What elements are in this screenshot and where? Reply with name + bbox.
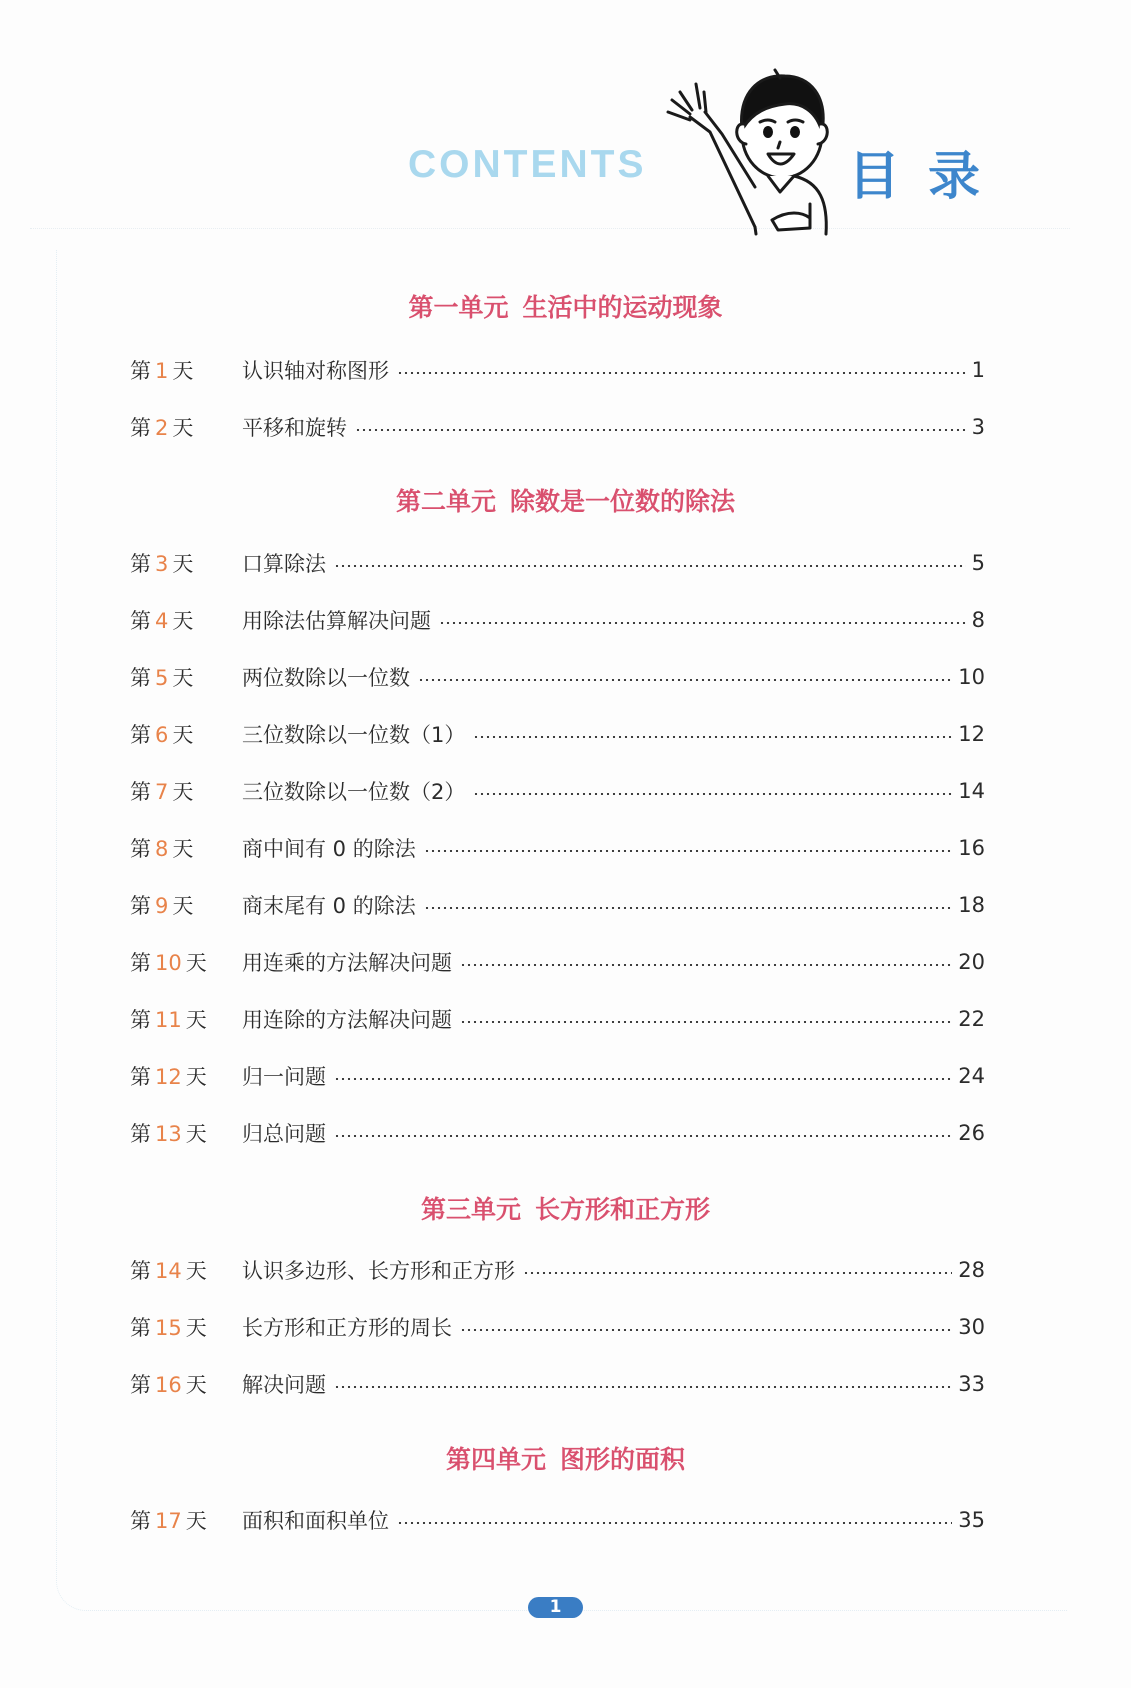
unit-heading — [0, 288, 1131, 324]
entry-title: 解决问题 — [242, 1373, 326, 1397]
day-label: 第 17 天 — [130, 1509, 207, 1533]
page-number: 26 — [958, 1121, 985, 1145]
dot-leader — [439, 622, 966, 624]
day-number: 6 — [155, 723, 169, 747]
day-number: 15 — [155, 1316, 182, 1340]
day-number: 1 — [155, 359, 169, 383]
unit-heading — [0, 1440, 1131, 1476]
dot-leader — [460, 1329, 952, 1331]
entry-title: 商中间有 0 的除法 — [242, 837, 416, 861]
day-label: 第 12 天 — [130, 1065, 207, 1089]
day-label: 第 5 天 — [130, 666, 194, 690]
page-number: 8 — [971, 608, 985, 632]
dot-leader — [418, 679, 952, 681]
waving-boy-icon — [660, 62, 840, 237]
toc-entry[interactable] — [130, 662, 985, 692]
entry-title: 用连乘的方法解决问题 — [242, 951, 452, 975]
dot-leader — [334, 1135, 952, 1137]
toc-entry[interactable] — [130, 1312, 985, 1342]
toc-entry[interactable] — [130, 548, 985, 578]
toc-entry[interactable] — [130, 833, 985, 863]
dot-leader — [334, 1386, 952, 1388]
dot-leader — [473, 736, 952, 738]
toc-entry[interactable] — [130, 1505, 985, 1535]
toc-entry[interactable] — [130, 719, 985, 749]
day-number: 11 — [155, 1008, 182, 1032]
page-number: 14 — [958, 779, 985, 803]
day-number: 3 — [155, 552, 169, 576]
day-number: 14 — [155, 1259, 182, 1283]
page-number: 1 — [971, 358, 985, 382]
toc-entry[interactable] — [130, 1061, 985, 1091]
day-number: 16 — [155, 1373, 182, 1397]
day-label: 第 13 天 — [130, 1122, 207, 1146]
dot-leader — [397, 372, 966, 374]
day-number: 7 — [155, 780, 169, 804]
day-label: 第 3 天 — [130, 552, 194, 576]
day-label: 第 6 天 — [130, 723, 194, 747]
page-number: 30 — [958, 1315, 985, 1339]
unit-name: 除数是一位数的除法 — [510, 487, 736, 516]
day-label: 第 8 天 — [130, 837, 194, 861]
dot-leader — [473, 793, 952, 795]
day-label: 第 16 天 — [130, 1373, 207, 1397]
entry-title: 用连除的方法解决问题 — [242, 1008, 452, 1032]
unit-name: 长方形和正方形 — [535, 1195, 711, 1224]
toc-entry[interactable] — [130, 1255, 985, 1285]
day-number: 12 — [155, 1065, 182, 1089]
entry-title: 归一问题 — [242, 1065, 326, 1089]
entry-title: 面积和面积单位 — [242, 1509, 389, 1533]
toc-entry[interactable] — [130, 1369, 985, 1399]
toc-entry[interactable] — [130, 1004, 985, 1034]
page-number: 20 — [958, 950, 985, 974]
entry-title: 平移和旋转 — [242, 416, 347, 440]
page-number: 5 — [971, 551, 985, 575]
toc-entry[interactable] — [130, 776, 985, 806]
page-title: 目录 — [848, 147, 1009, 207]
dot-leader — [397, 1522, 952, 1524]
unit-name: 生活中的运动现象 — [522, 293, 723, 322]
day-number: 17 — [155, 1509, 182, 1533]
unit-name: 图形的面积 — [560, 1445, 686, 1474]
entry-title: 两位数除以一位数 — [242, 666, 410, 690]
toc-entry[interactable] — [130, 1118, 985, 1148]
day-label: 第 1 天 — [130, 359, 194, 383]
dot-leader — [460, 964, 952, 966]
page-number: 18 — [958, 893, 985, 917]
unit-prefix: 第一单元 — [408, 293, 509, 322]
toc-entry[interactable] — [130, 412, 985, 442]
day-label: 第 14 天 — [130, 1259, 207, 1283]
day-label: 第 7 天 — [130, 780, 194, 804]
entry-title: 口算除法 — [242, 552, 326, 576]
toc-entry[interactable] — [130, 355, 985, 385]
page-number: 28 — [958, 1258, 985, 1282]
toc-entry[interactable] — [130, 605, 985, 635]
day-number: 8 — [155, 837, 169, 861]
dot-leader — [424, 907, 953, 909]
unit-heading — [0, 482, 1131, 518]
contents-label: CONTENTS — [408, 143, 647, 186]
dot-leader — [334, 1078, 952, 1080]
entry-title: 认识轴对称图形 — [242, 359, 389, 383]
unit-prefix: 第三单元 — [420, 1195, 521, 1224]
day-label: 第 4 天 — [130, 609, 194, 633]
dot-leader — [523, 1272, 952, 1274]
entry-title: 商末尾有 0 的除法 — [242, 894, 416, 918]
header-divider — [30, 228, 1070, 229]
toc-entry[interactable] — [130, 947, 985, 977]
page-number: 24 — [958, 1064, 985, 1088]
page-number: 3 — [971, 415, 985, 439]
day-number: 5 — [155, 666, 169, 690]
page-number-badge: 1 — [528, 1597, 583, 1618]
dot-leader — [355, 429, 966, 431]
page-number: 35 — [958, 1508, 985, 1532]
entry-title: 认识多边形、长方形和正方形 — [242, 1259, 515, 1283]
dot-leader — [334, 565, 966, 567]
day-label: 第 15 天 — [130, 1316, 207, 1340]
page-frame — [56, 250, 1067, 1611]
entry-title: 三位数除以一位数（2） — [242, 780, 466, 804]
day-label: 第 10 天 — [130, 951, 207, 975]
day-label: 第 11 天 — [130, 1008, 207, 1032]
page-number: 10 — [958, 665, 985, 689]
unit-prefix: 第四单元 — [445, 1445, 546, 1474]
page-number: 12 — [958, 722, 985, 746]
day-number: 13 — [155, 1122, 182, 1146]
day-label: 第 9 天 — [130, 894, 194, 918]
page-number: 22 — [958, 1007, 985, 1031]
dot-leader — [460, 1021, 952, 1023]
entry-title: 归总问题 — [242, 1122, 326, 1146]
day-label: 第 2 天 — [130, 416, 194, 440]
day-number: 2 — [155, 416, 169, 440]
page-number: 33 — [958, 1372, 985, 1396]
dot-leader — [424, 850, 953, 852]
entry-title: 长方形和正方形的周长 — [242, 1316, 452, 1340]
page-number: 16 — [958, 836, 985, 860]
unit-heading — [0, 1190, 1131, 1226]
day-number: 4 — [155, 609, 169, 633]
entry-title: 用除法估算解决问题 — [242, 609, 431, 633]
entry-title: 三位数除以一位数（1） — [242, 723, 466, 747]
unit-prefix: 第二单元 — [395, 487, 496, 516]
toc-entry[interactable] — [130, 890, 985, 920]
day-number: 9 — [155, 894, 169, 918]
day-number: 10 — [155, 951, 182, 975]
